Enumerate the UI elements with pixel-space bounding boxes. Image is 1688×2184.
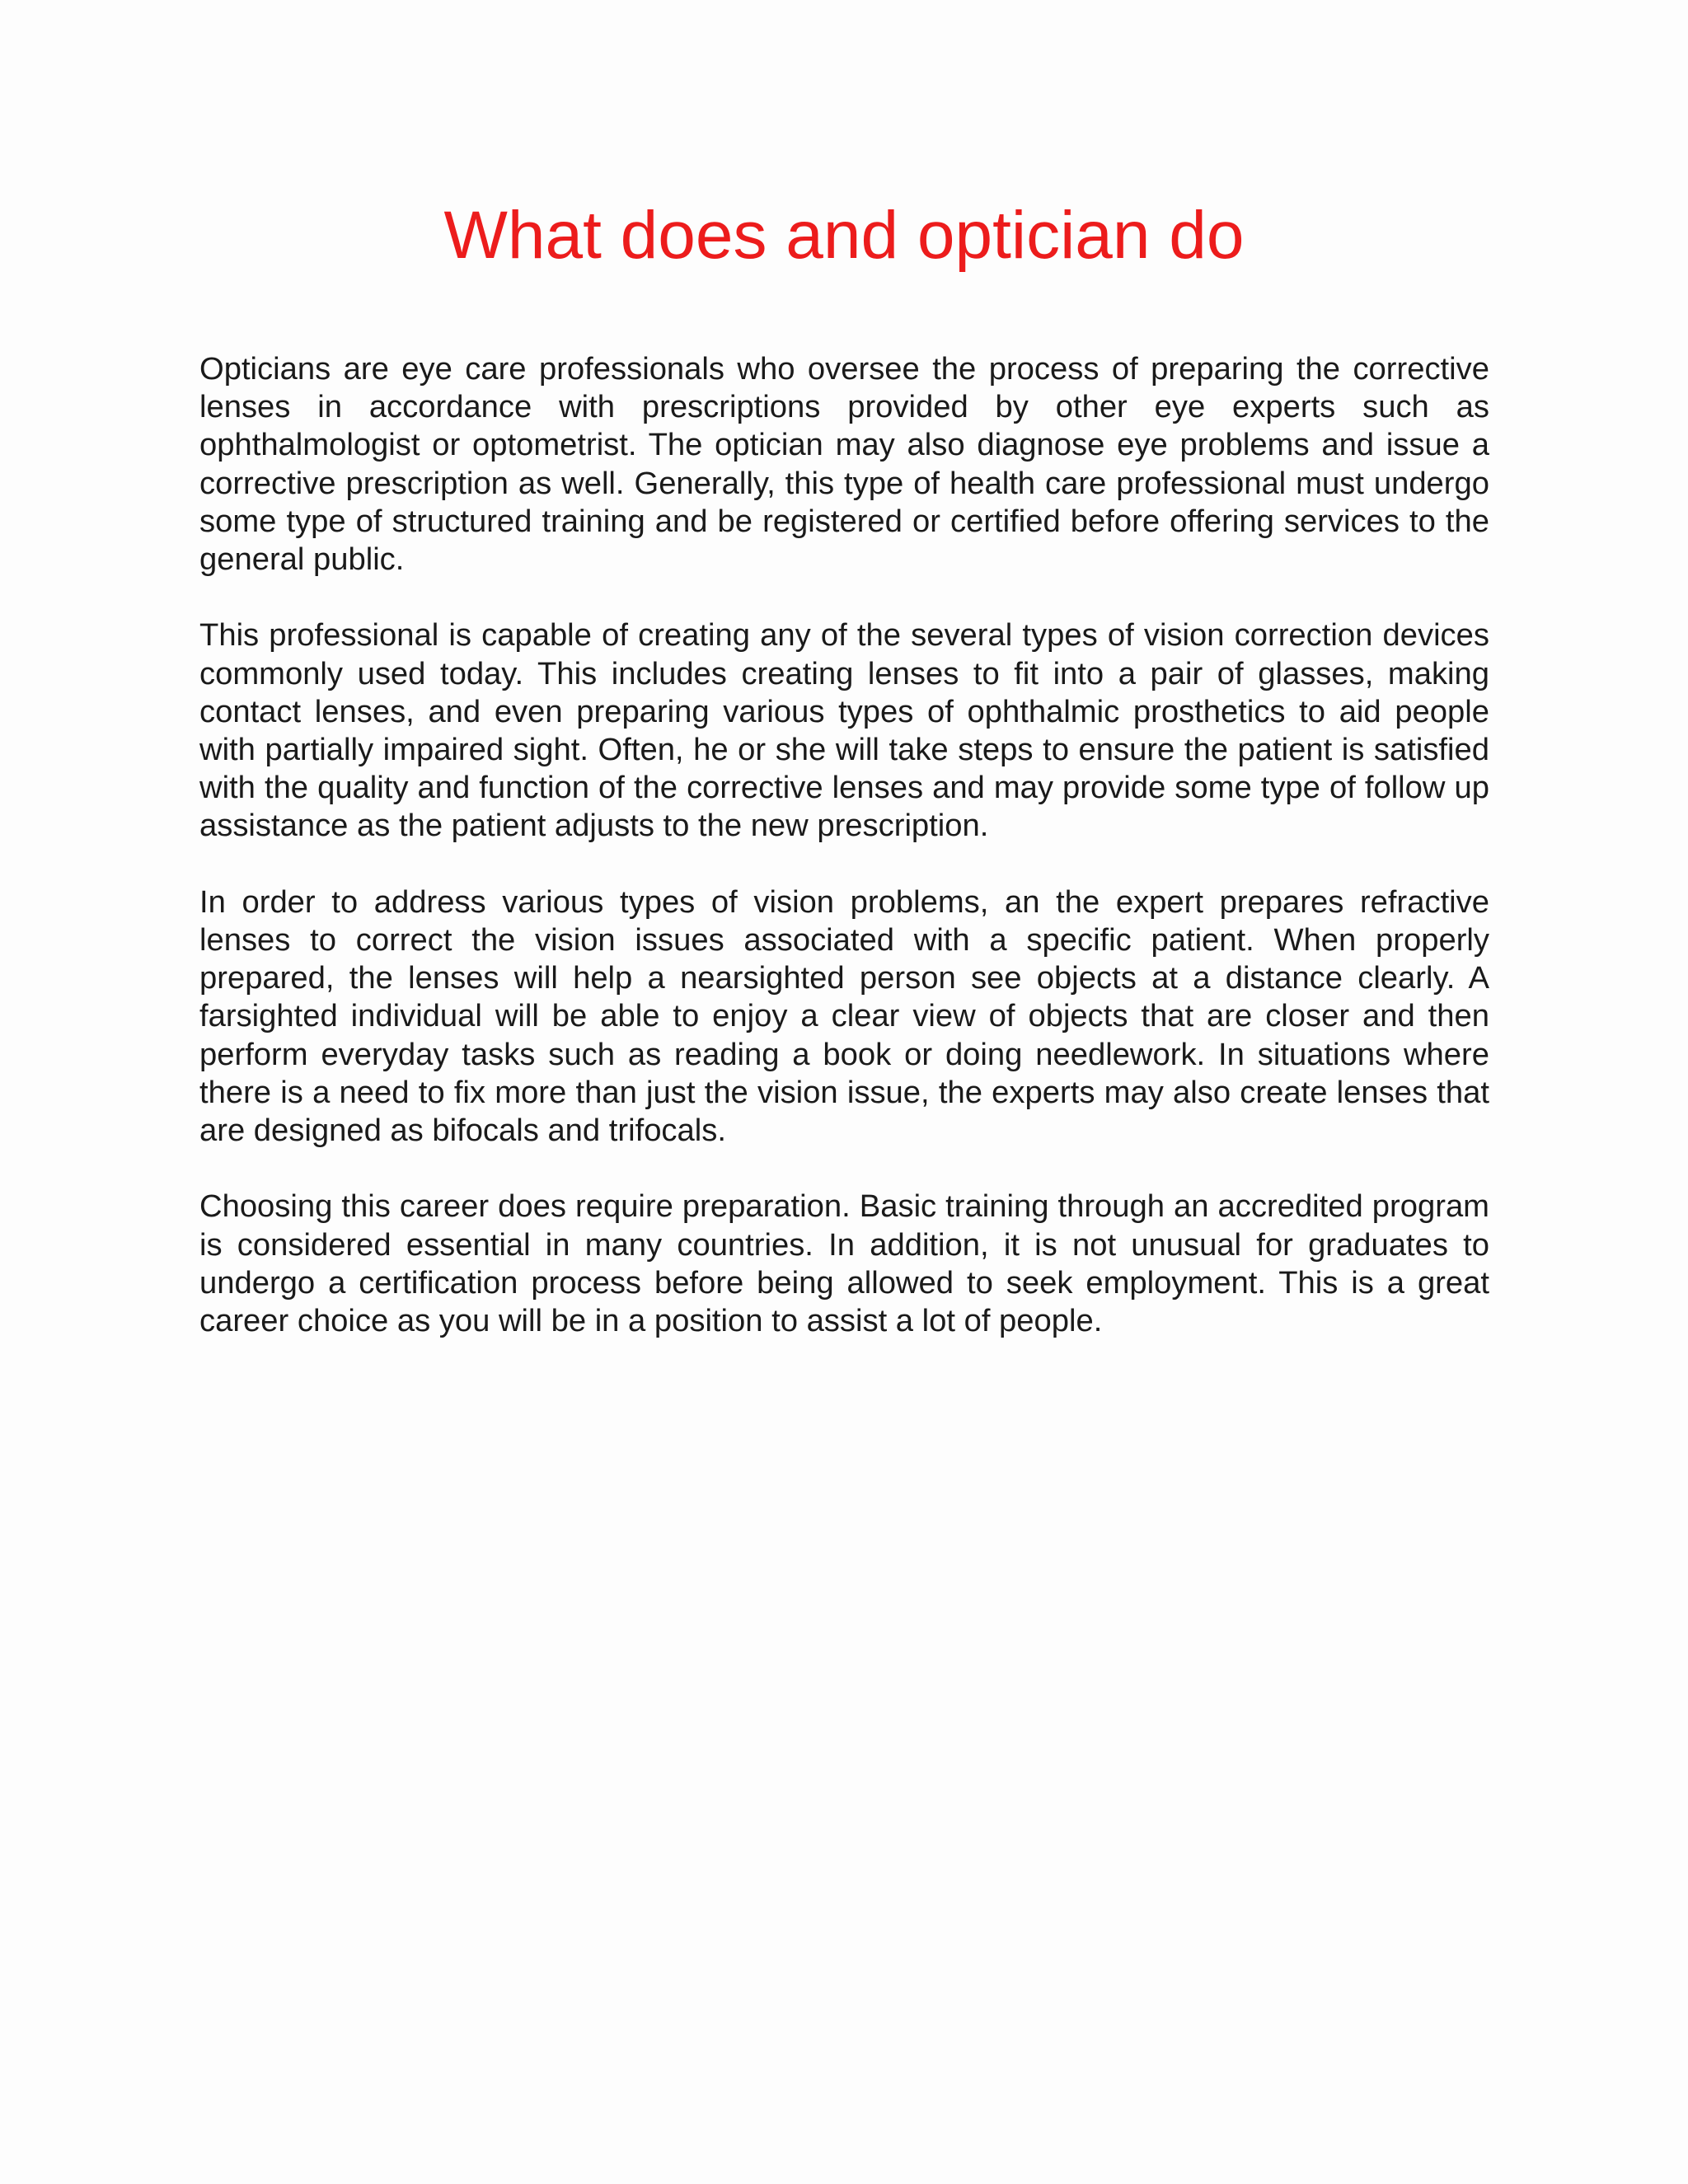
paragraph: In order to address various types of vision problems, an the expert prepares refractive lenses to correct the vision issues associated with a specific patient. When properly prepared, the lenses will help a nearsighted person see objects at a distance clearly. A farsighted individual will be able to enjoy a clear view of objects that are closer and then perform everyday tasks such as reading a book or doing needlework. In situations where there is a need to fix more than just the vision issue, the experts may also create lenses that are designed as bifocals and trifocals. bbox=[199, 883, 1489, 1149]
paragraph: This professional is capable of creating any of the several types of vision correction devices commonly used today. This includes creating lenses to fit into a pair of glasses, making contact lenses, and even preparing various types of ophthalmic prosthetics to aid people with partially impaired sight. Often, he or she will take steps to ensure the patient is satisfied with the quality and function of the corrective lenses and may provide some type of follow up assistance as the patient adjusts to the new prescription. bbox=[199, 617, 1489, 844]
document-title: What does and optician do bbox=[443, 198, 1245, 273]
document-body bbox=[199, 350, 1489, 1378]
paragraph: Opticians are eye care professionals who oversee the process of preparing the corrective lenses in accordance with prescriptions provided by other eye experts such as ophthalmologist or optometrist. The optician may also diagnose eye problems and issue a corrective prescription as well. Generally, this type of health care professional must undergo some type of structured training and be registered or certified before offering services to the general public. bbox=[199, 351, 1489, 578]
paragraph: Choosing this career does require preparation. Basic training through an accredited program is considered essential in many countries. In addition, it is not unusual for graduates to undergo a certification process before being allowed to seek employment. This is a great career choice as you will be in a position to assist a lot of people. bbox=[199, 1188, 1489, 1339]
